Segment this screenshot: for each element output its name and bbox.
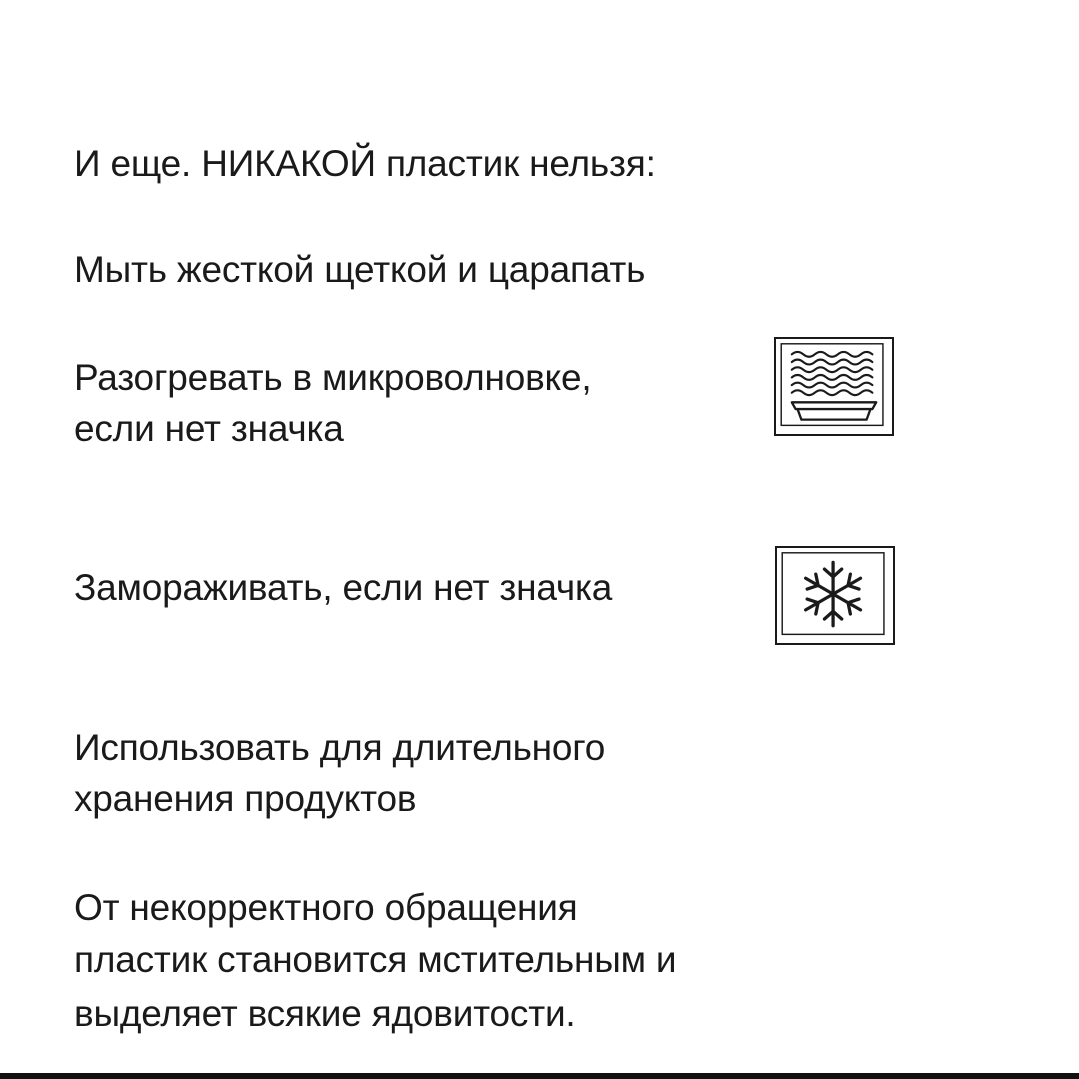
freezer-safe-icon bbox=[775, 546, 895, 645]
conclusion-line-1: От некорректного обращения bbox=[74, 887, 578, 928]
item-microwave-line-2: если нет значка bbox=[74, 408, 344, 449]
conclusion-line-2: пластик становится мстительным и bbox=[74, 939, 677, 980]
item-freeze-line-1: Замораживать, если нет значка bbox=[74, 567, 613, 608]
intro-text: И еще. НИКАКОЙ пластик нельзя: bbox=[74, 143, 656, 184]
item-storage-line-1: Использовать для длительного bbox=[74, 727, 606, 768]
item-microwave-line-1: Разогревать в микроволновке, bbox=[74, 357, 592, 398]
item-scratch-line-1: Мыть жесткой щеткой и царапать bbox=[74, 249, 646, 290]
conclusion-line-3: выделяет всякие ядовитости. bbox=[74, 993, 576, 1034]
item-storage-line-2: хранения продуктов bbox=[74, 778, 417, 819]
microwave-safe-icon bbox=[774, 337, 894, 436]
bottom-border bbox=[0, 1073, 1079, 1079]
